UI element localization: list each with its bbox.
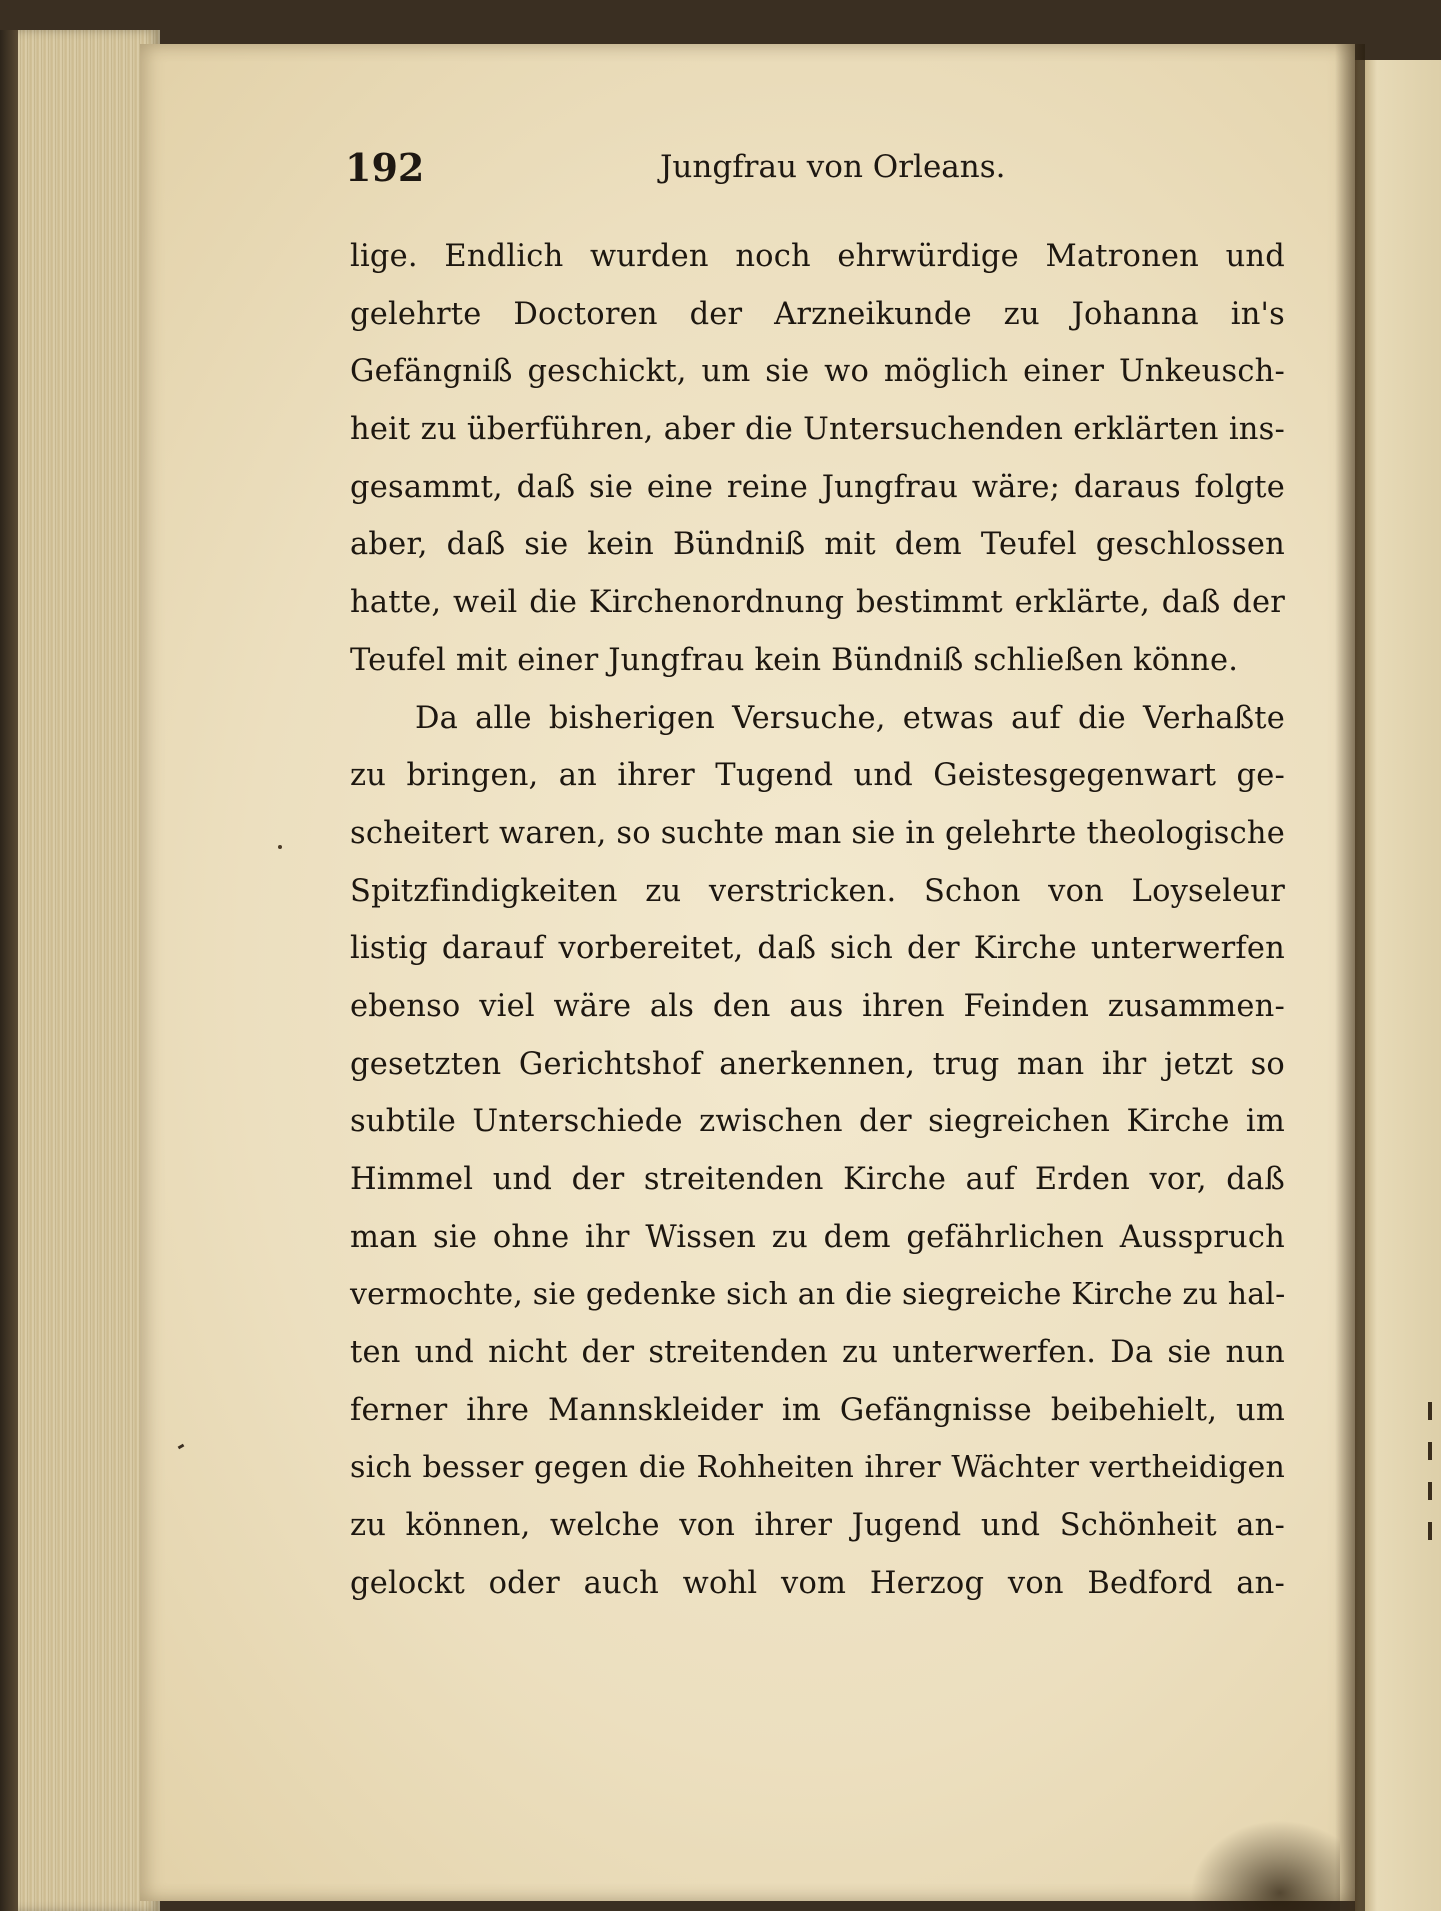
text-line: gelehrte Doctoren der Arzneikunde zu Johanna in's [350,296,1285,332]
text-line: Spitzfindigkeiten zu verstricken. Schon von Loyseleur [350,873,1285,909]
book-gutter [1335,44,1365,1911]
text-line: hatte, weil die Kirchenordnung bestimmt erklärte, daß der [350,585,1285,621]
facing-page-marks [1425,1380,1435,1640]
text-line: ten und nicht der streitenden zu unterwerfen. Da sie nun [350,1335,1285,1371]
text-line: Teufel mit einer Jungfrau kein Bündniß schließen könne. [350,642,1239,678]
text-line: aber, daß sie kein Bündniß mit dem Teufel geschlossen [350,527,1285,563]
text-line: ferner ihre Mannskleider im Gefängnisse beibehielt, um [350,1392,1285,1428]
page-edges [0,30,160,1911]
text-line: subtile Unterschiede zwischen der siegreichen Kirche im [350,1104,1285,1140]
page-header [345,145,1285,195]
text-line: gelockt oder auch wohl vom Herzog von Bedford an- [350,1565,1285,1601]
text-line: heit zu überführen, aber die Untersuchenden erklärten ins- [350,412,1285,448]
text-line: man sie ohne ihr Wissen zu dem gefährlichen Ausspruch [350,1219,1285,1255]
text-line: zu bringen, an ihrer Tugend und Geistesgegenwart ge- [350,758,1285,794]
text-line: zu können, welche von ihrer Jugend und Schönheit an- [350,1508,1285,1544]
corner-shadow [1190,1820,1340,1911]
text-line: listig darauf vorbereitet, daß sich der Kirche unterwerfen [350,931,1285,967]
text-line: gesammt, daß sie eine reine Jungfrau wäre; daraus folgte [350,469,1285,505]
text-line: lige. Endlich wurden noch ehrwürdige Matronen und [350,239,1285,274]
text-line: Da alle bisherigen Versuche, etwas auf die Verhaßte [415,700,1285,736]
text-line: scheitert waren, so suchte man sie in gelehrte theologische [350,815,1285,851]
body-text [350,228,1285,1613]
ink-speck [278,845,282,849]
text-line: sich besser gegen die Rohheiten ihrer Wächter vertheidigen [350,1450,1285,1486]
text-line: vermochte, sie gedenke sich an die siegreiche Kirche zu hal- [350,1277,1286,1313]
text-line: gesetzten Gerichtshof anerkennen, trug man ihr jetzt so [350,1046,1285,1082]
running-title: Jungfrau von Orleans. [660,149,1006,185]
text-line: ebenso viel wäre als den aus ihren Feinden zusammen- [350,988,1285,1024]
text-line: Gefängniß geschickt, um sie wo möglich einer Unkeusch- [350,354,1285,390]
text-line: Himmel und der streitenden Kirche auf Erden vor, daß [350,1162,1285,1197]
page-number: 192 [345,145,425,190]
